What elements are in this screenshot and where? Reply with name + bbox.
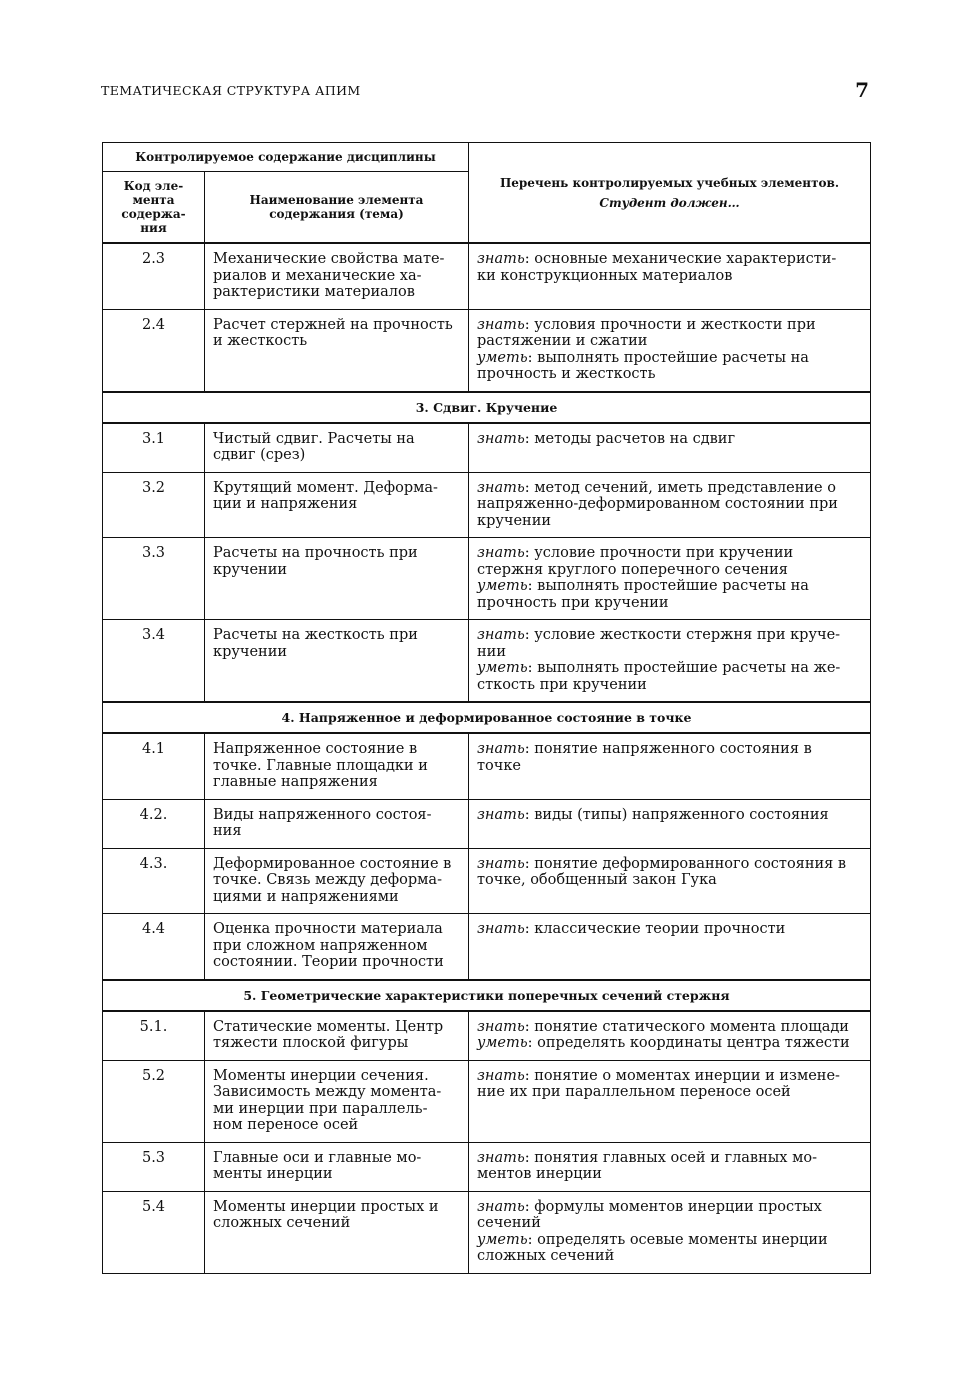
element-code: 2.4	[103, 309, 205, 392]
element-code: 3.4	[103, 620, 205, 703]
element-name-line: Деформированное состояние в	[213, 855, 452, 872]
table-row	[103, 472, 871, 538]
learning-elements	[469, 1142, 871, 1191]
table-row	[103, 538, 871, 620]
element-name-line: Статические моменты. Центр	[213, 1018, 444, 1035]
element-name-line: Моменты инерции простых и	[213, 1198, 439, 1215]
learning-element-line: кручении	[477, 512, 552, 529]
requirement-keyword: знать	[477, 741, 525, 757]
element-name-line: Расчеты на жесткость при	[213, 627, 418, 643]
running-title: ТЕМАТИЧЕСКАЯ СТРУКТУРА АПИМ	[101, 83, 361, 98]
learning-element-line: точке, обобщенный закон Гука	[477, 872, 717, 888]
page-number: 7	[855, 78, 869, 102]
learning-element-line: сложных сечений	[477, 1248, 615, 1264]
requirement-keyword: знать	[477, 1149, 525, 1166]
section-row	[103, 980, 871, 1011]
requirement-keyword: уметь	[477, 1035, 528, 1051]
element-name	[205, 243, 469, 309]
running-header	[101, 80, 869, 102]
element-name-line: кручении	[213, 561, 288, 578]
element-name-line: Механические свойства мате-	[213, 251, 445, 267]
requirement-keyword: знать	[477, 1018, 525, 1035]
element-name-line: кручении	[213, 643, 288, 660]
element-code: 5.4	[103, 1191, 205, 1273]
learning-element-line: знать: понятие о моментах инерции и измене-	[477, 1067, 840, 1084]
table-row	[103, 1011, 871, 1061]
requirement-keyword: знать	[477, 806, 525, 823]
requirement-keyword: уметь	[477, 578, 528, 594]
requirement-keyword: знать	[477, 1198, 525, 1215]
learning-elements	[469, 538, 871, 620]
header-list-title: Перечень контролируемых учебных элементов.	[499, 175, 840, 190]
learning-elements	[469, 848, 871, 914]
element-name-line: ном переносе осей	[213, 1117, 359, 1133]
header-group-label: Контролируемое содержание дисциплины	[103, 143, 469, 172]
element-name-line: Моменты инерции сечения.	[213, 1067, 429, 1084]
learning-element-line: знать: основные механические характеристи-	[477, 251, 837, 267]
element-name	[205, 914, 469, 980]
section-row	[103, 392, 871, 423]
learning-elements	[469, 1191, 871, 1273]
element-name-line: Чистый сдвиг. Расчеты на	[213, 430, 415, 447]
element-name-line: точке. Связь между деформа-	[213, 872, 442, 888]
element-code: 5.3	[103, 1142, 205, 1191]
header-code-line: ния	[140, 221, 167, 235]
requirement-keyword: уметь	[477, 1231, 528, 1248]
learning-element-line: ки конструкционных материалов	[477, 267, 733, 284]
element-name-line: Расчеты на прочность при	[213, 545, 418, 561]
learning-element-line: точке	[477, 757, 521, 774]
learning-elements	[469, 1011, 871, 1061]
header-list-column	[469, 143, 871, 244]
element-name-line: Оценка прочности материала	[213, 921, 443, 937]
element-name	[205, 1191, 469, 1273]
learning-elements	[469, 620, 871, 703]
learning-elements	[469, 799, 871, 848]
element-name-line: менты инерции	[213, 1166, 333, 1182]
learning-elements	[469, 472, 871, 538]
header-list-subtitle: Студент должен…	[599, 195, 740, 210]
element-name	[205, 620, 469, 703]
learning-elements	[469, 733, 871, 799]
learning-element-line: знать: понятия главных осей и главных мо-	[477, 1149, 817, 1166]
learning-element-line: прочность при кручении	[477, 594, 669, 611]
header-code-line: Код эле-	[123, 179, 184, 193]
element-code: 4.1	[103, 733, 205, 799]
element-name-line: ния	[213, 823, 242, 839]
element-name-line: рактеристики материалов	[213, 284, 415, 300]
requirement-keyword: знать	[477, 545, 525, 561]
table-row	[103, 243, 871, 309]
section-title: 5. Геометрические характеристики поперечных сечений стержня	[103, 980, 871, 1011]
learning-element-line: ние их при параллельном переносе осей	[477, 1084, 791, 1100]
element-name-line: Главные оси и главные мо-	[213, 1149, 422, 1166]
requirement-keyword: знать	[477, 316, 525, 333]
header-code-column	[103, 172, 205, 244]
learning-element-line: уметь: выполнять простейшие расчеты на	[477, 349, 809, 366]
learning-element-line: знать: методы расчетов на сдвиг	[477, 430, 736, 447]
learning-element-line: знать: условие жесткости стержня при круче-	[477, 627, 841, 643]
learning-element-line: знать: понятие напряженного состояния в	[477, 741, 812, 757]
table-row	[103, 733, 871, 799]
learning-element-line: знать: формулы моментов инерции простых	[477, 1198, 822, 1215]
element-name	[205, 1060, 469, 1142]
table-row	[103, 848, 871, 914]
learning-element-line: знать: классические теории прочности	[477, 921, 786, 937]
element-name	[205, 309, 469, 392]
element-name	[205, 1142, 469, 1191]
requirement-keyword: знать	[477, 1067, 525, 1084]
learning-element-line: напряженно-деформированном состоянии при	[477, 496, 838, 512]
element-name-line: Напряженное состояние в	[213, 741, 418, 757]
learning-element-line: знать: условия прочности и жесткости при	[477, 316, 816, 333]
element-name	[205, 472, 469, 538]
requirement-keyword: знать	[477, 627, 525, 643]
learning-element-line: уметь: определять координаты центра тяжести	[477, 1035, 850, 1051]
element-name-line: сложных сечений	[213, 1215, 351, 1231]
element-name-line: риалов и механические ха-	[213, 267, 422, 284]
element-name	[205, 799, 469, 848]
element-code: 5.2	[103, 1060, 205, 1142]
learning-element-line: ментов инерции	[477, 1166, 602, 1182]
element-name-line: при сложном напряженном	[213, 937, 428, 954]
element-name	[205, 733, 469, 799]
learning-element-line: знать: метод сечений, иметь представление о	[477, 479, 836, 496]
learning-element-line: сткость при кручении	[477, 676, 647, 693]
learning-elements	[469, 423, 871, 473]
element-name-line: циями и напряжениями	[213, 888, 399, 905]
element-code: 4.3.	[103, 848, 205, 914]
learning-elements	[469, 1060, 871, 1142]
element-code: 3.2	[103, 472, 205, 538]
element-name-line: ции и напряжения	[213, 496, 358, 512]
element-code: 2.3	[103, 243, 205, 309]
element-name-line: и жесткость	[213, 333, 308, 349]
learning-elements	[469, 243, 871, 309]
requirement-keyword: знать	[477, 430, 525, 447]
learning-element-line: сечений	[477, 1215, 541, 1231]
element-code: 3.3	[103, 538, 205, 620]
element-code: 4.4	[103, 914, 205, 980]
element-name-line: Виды напряженного состоя-	[213, 806, 432, 823]
learning-elements	[469, 914, 871, 980]
requirement-keyword: знать	[477, 479, 525, 496]
learning-element-line: знать: понятие статического момента площади	[477, 1018, 849, 1035]
element-name	[205, 848, 469, 914]
table-row	[103, 1191, 871, 1273]
element-name-line: Крутящий момент. Деформа-	[213, 479, 438, 496]
learning-element-line: нии	[477, 643, 506, 660]
content-structure-table	[102, 142, 871, 1274]
table-row	[103, 914, 871, 980]
header-name-column: Наименование элемента содержания (тема)	[205, 172, 469, 244]
learning-element-line: уметь: выполнять простейшие расчеты на же-	[477, 660, 841, 676]
section-title: 4. Напряженное и деформированное состояние в точке	[103, 702, 871, 733]
table-row	[103, 1142, 871, 1191]
section-row	[103, 702, 871, 733]
requirement-keyword: знать	[477, 855, 525, 872]
requirement-keyword: уметь	[477, 349, 528, 366]
header-code-line: содержа-	[121, 207, 186, 221]
header-code-line: мента	[132, 193, 175, 207]
element-code: 5.1.	[103, 1011, 205, 1061]
learning-element-line: знать: виды (типы) напряженного состояния	[477, 806, 829, 823]
element-name-line: точке. Главные площадки и	[213, 757, 428, 774]
element-code: 3.1	[103, 423, 205, 473]
table-row	[103, 423, 871, 473]
table-row	[103, 799, 871, 848]
element-name-line: главные напряжения	[213, 774, 378, 790]
element-name	[205, 1011, 469, 1061]
learning-element-line: уметь: определять осевые моменты инерции	[477, 1231, 828, 1248]
element-name-line: Расчет стержней на прочность	[213, 316, 453, 333]
table-row	[103, 1060, 871, 1142]
learning-element-line: знать: понятие деформированного состояния в	[477, 855, 847, 872]
element-code: 4.2.	[103, 799, 205, 848]
section-title: 3. Сдвиг. Кручение	[103, 392, 871, 423]
table-row	[103, 620, 871, 703]
element-name-line: тяжести плоской фигуры	[213, 1035, 409, 1051]
learning-elements	[469, 309, 871, 392]
element-name-line: сдвиг (срез)	[213, 447, 306, 463]
table-row	[103, 309, 871, 392]
learning-element-line: знать: условие прочности при кручении	[477, 545, 794, 561]
learning-element-line: стержня круглого поперечного сечения	[477, 561, 788, 578]
element-name	[205, 538, 469, 620]
element-name-line: ми инерции при параллель-	[213, 1100, 428, 1117]
learning-element-line: растяжении и сжатии	[477, 333, 648, 349]
element-name	[205, 423, 469, 473]
requirement-keyword: уметь	[477, 660, 528, 676]
element-name-line: состоянии. Теории прочности	[213, 954, 444, 970]
table-body	[103, 243, 871, 1273]
learning-element-line: прочность и жесткость	[477, 366, 656, 382]
requirement-keyword: знать	[477, 921, 525, 937]
requirement-keyword: знать	[477, 251, 525, 267]
element-name-line: Зависимость между момента-	[213, 1084, 442, 1100]
learning-element-line: уметь: выполнять простейшие расчеты на	[477, 578, 809, 594]
